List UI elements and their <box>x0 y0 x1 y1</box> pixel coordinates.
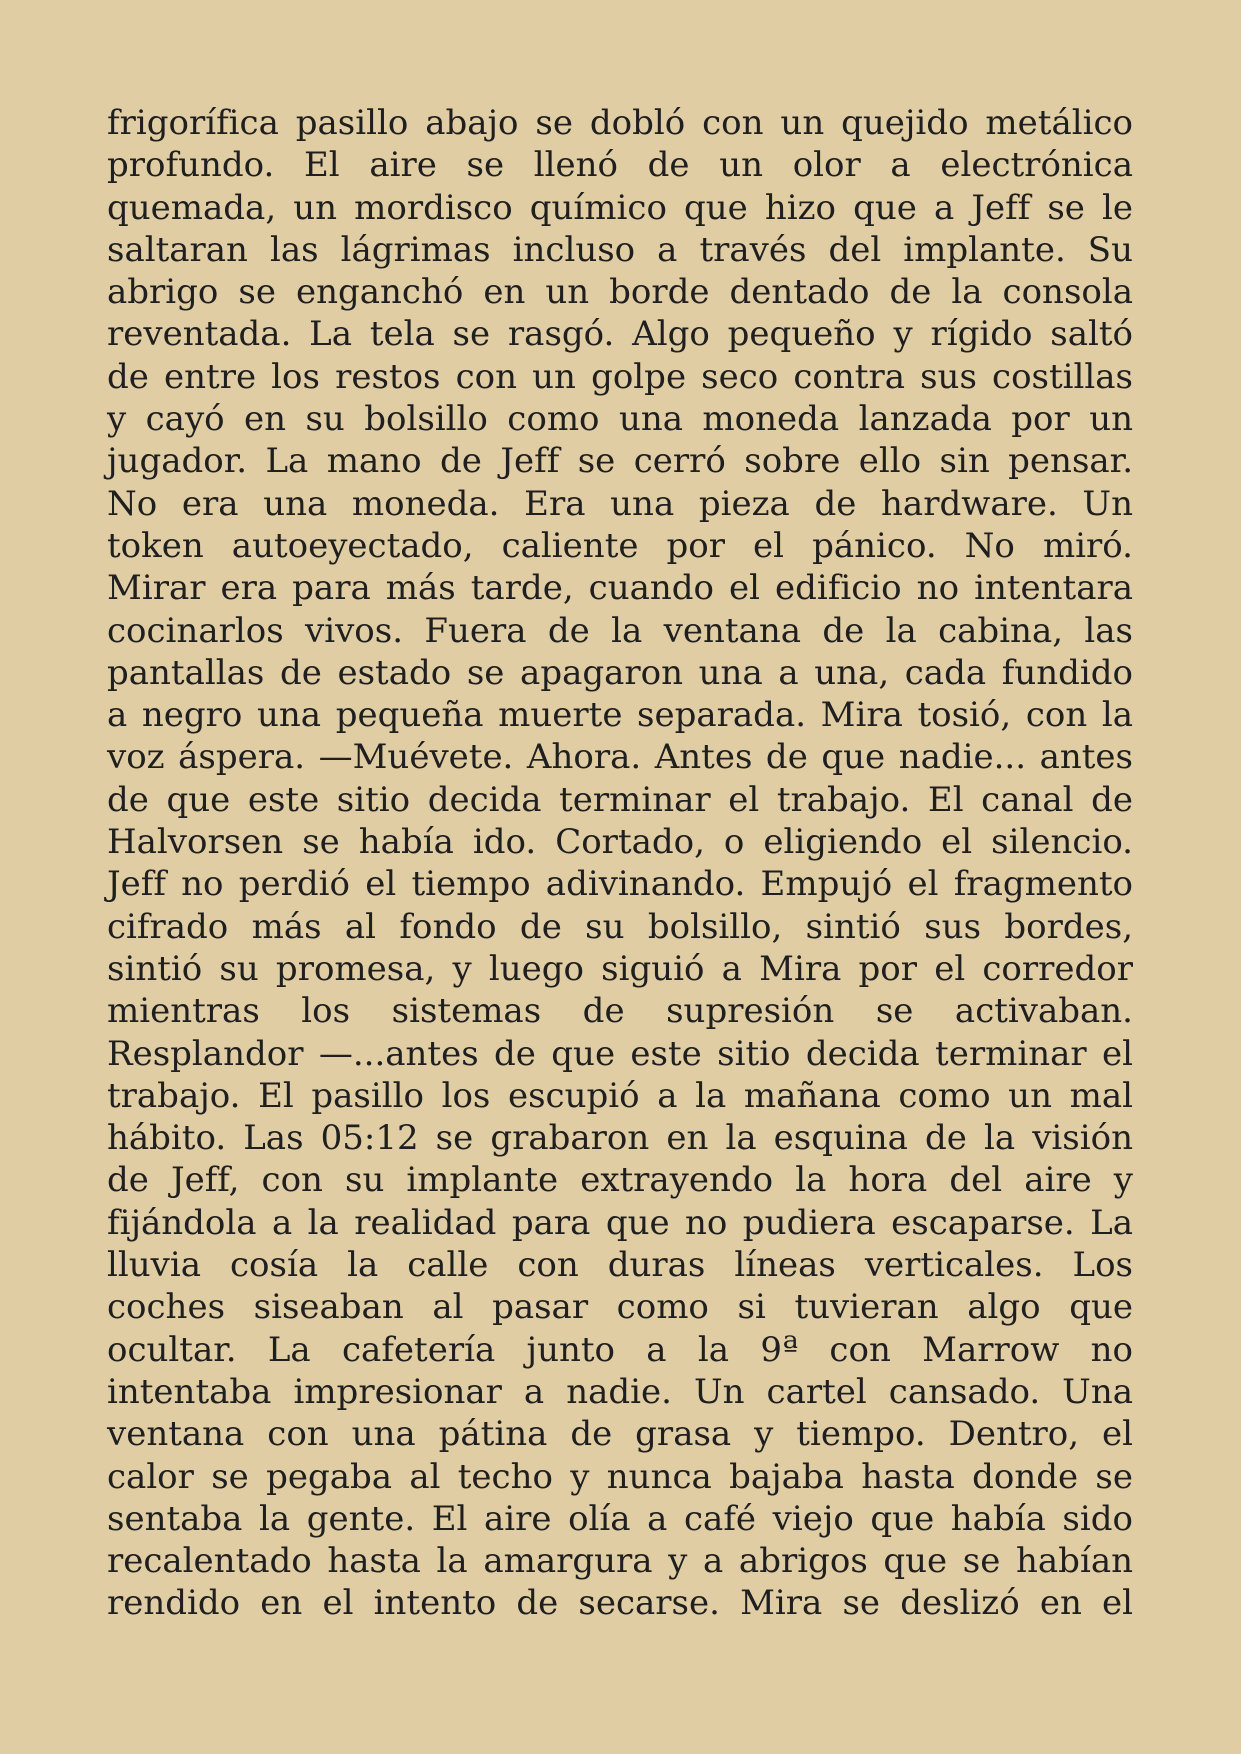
text-line: ocultar. La cafetería junto a la 9ª con Marrow no <box>107 1329 1133 1370</box>
text-line: recalentado hasta la amargura y a abrigos que se habían <box>107 1541 1133 1582</box>
text-line: rendido en el intento de secarse. Mira se deslizó en el <box>107 1583 1133 1624</box>
text-line: Jeff no perdió el tiempo adivinando. Empujó el fragmento <box>107 864 1133 905</box>
body-text <box>107 102 1133 1625</box>
text-line: de que este sitio decida terminar el trabajo. El canal de <box>107 779 1133 820</box>
text-line: reventada. La tela se rasgó. Algo pequeño y rígido saltó <box>107 314 1133 355</box>
text-line: de Jeff, con su implante extrayendo la hora del aire y <box>107 1160 1133 1201</box>
text-line: fijándola a la realidad para que no pudiera escaparse. La <box>107 1202 1133 1243</box>
text-line: intentaba impresionar a nadie. Un cartel cansado. Una <box>107 1371 1133 1412</box>
text-line: cifrado más al fondo de su bolsillo, sintió sus bordes, <box>107 906 1133 947</box>
text-line: lluvia cosía la calle con duras líneas verticales. Los <box>107 1245 1133 1286</box>
text-line: Halvorsen se había ido. Cortado, o eligiendo el silencio. <box>107 822 1133 863</box>
text-line: abrigo se enganchó en un borde dentado de la consola <box>107 272 1133 313</box>
text-line: voz áspera. —Muévete. Ahora. Antes de que nadie... antes <box>107 737 1133 778</box>
text-line: saltaran las lágrimas incluso a través del implante. Su <box>107 229 1133 270</box>
text-line: de entre los restos con un golpe seco contra sus costillas <box>107 356 1133 397</box>
text-line: token autoeyectado, caliente por el pánico. No miró. <box>107 525 1133 566</box>
text-line: profundo. El aire se llenó de un olor a electrónica <box>107 145 1133 186</box>
text-line: hábito. Las 05:12 se grabaron en la esquina de la visión <box>107 1118 1133 1159</box>
text-line: quemada, un mordisco químico que hizo que a Jeff se le <box>107 187 1133 228</box>
text-line: mientras los sistemas de supresión se activaban. <box>107 991 1133 1032</box>
text-line: jugador. La mano de Jeff se cerró sobre ello sin pensar. <box>107 441 1133 482</box>
text-line: Resplandor —...antes de que este sitio decida terminar el <box>107 1033 1133 1074</box>
text-line: y cayó en su bolsillo como una moneda lanzada por un <box>107 399 1133 440</box>
text-line: ventana con una pátina de grasa y tiempo. Dentro, el <box>107 1414 1133 1455</box>
text-line: frigorífica pasillo abajo se dobló con un quejido metálico <box>107 103 1133 143</box>
text-line: coches siseaban al pasar como si tuvieran algo que <box>107 1287 1133 1328</box>
text-line: pantallas de estado se apagaron una a una, cada fundido <box>107 652 1133 693</box>
text-line: No era una moneda. Era una pieza de hardware. Un <box>107 483 1133 524</box>
text-line: calor se pegaba al techo y nunca bajaba hasta donde se <box>107 1456 1133 1497</box>
text-line: trabajo. El pasillo los escupió a la mañana como un mal <box>107 1075 1133 1116</box>
text-line: Mirar era para más tarde, cuando el edificio no intentara <box>107 568 1133 609</box>
text-line: cocinarlos vivos. Fuera de la ventana de la cabina, las <box>107 610 1133 651</box>
text-line: sentaba la gente. El aire olía a café viejo que había sido <box>107 1498 1133 1539</box>
text-line: a negro una pequeña muerte separada. Mira tosió, con la <box>107 695 1133 736</box>
text-line: sintió su promesa, y luego siguió a Mira por el corredor <box>107 948 1133 989</box>
